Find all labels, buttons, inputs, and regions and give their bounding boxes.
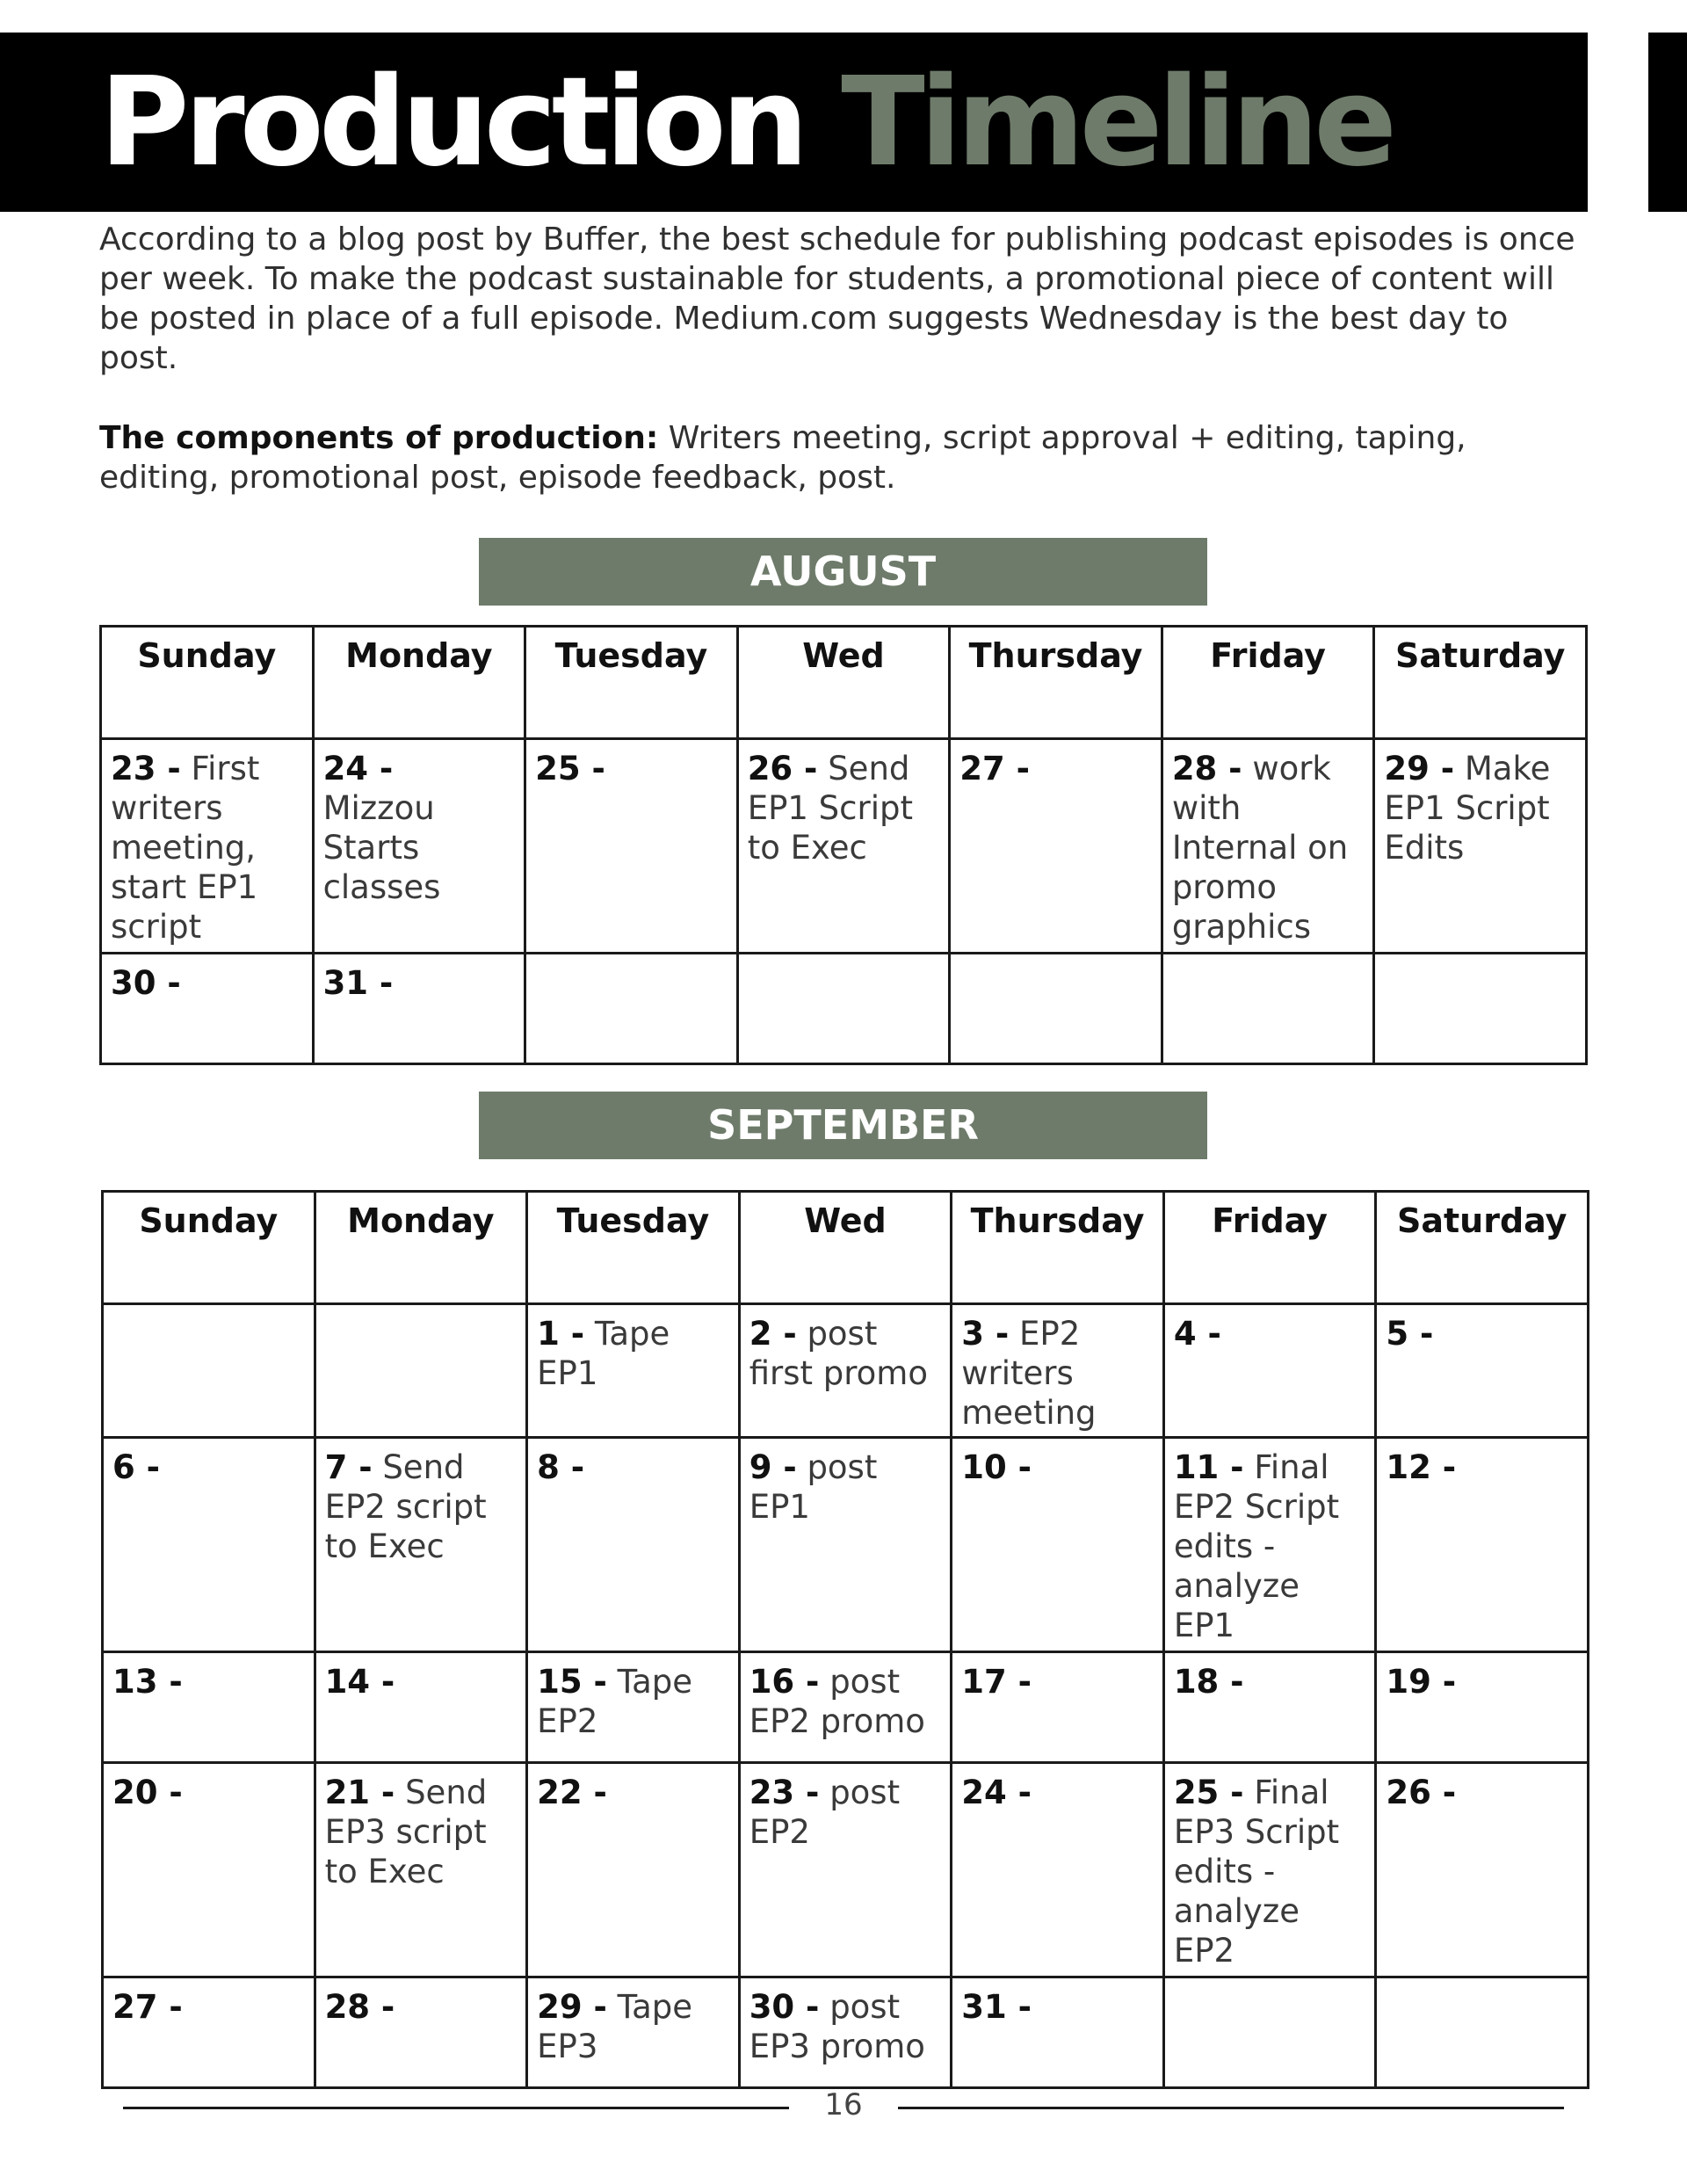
day-event: Tape EP2: [537, 1663, 693, 1740]
day-cell: [527, 1977, 740, 2088]
day-cell: [1374, 739, 1587, 954]
day-event: Send EP3 script to Exec: [324, 1774, 488, 1890]
day-number: 6 -: [112, 1448, 160, 1486]
day-number: 17 -: [961, 1663, 1032, 1701]
day-event: work with Internal on promo graphics: [1171, 750, 1349, 946]
day-number: 8 -: [537, 1448, 585, 1486]
day-event: post first promo: [749, 1315, 928, 1392]
week-row: [103, 1977, 1589, 2088]
day-number: 24 -: [322, 750, 394, 787]
day-event: post EP2: [749, 1774, 901, 1851]
day-number: 25 -: [1173, 1774, 1244, 1811]
day-cell: [313, 954, 525, 1064]
day-cell: [527, 1304, 740, 1438]
calendar-august: [99, 625, 1588, 1065]
day-cell: [1162, 739, 1374, 954]
day-header-thursday: Thursday: [950, 627, 1162, 739]
day-event: Tape EP1: [537, 1315, 670, 1392]
day-cell: [315, 1438, 527, 1652]
month-banner-september: SEPTEMBER: [479, 1092, 1207, 1159]
side-tab: [1648, 33, 1687, 212]
page-title: [99, 51, 1393, 194]
day-header-sunday: Sunday: [103, 1192, 315, 1304]
day-number: 2 -: [749, 1315, 797, 1353]
day-cell: [737, 954, 950, 1064]
day-cell: [315, 1977, 527, 2088]
day-number: 21 -: [324, 1774, 395, 1811]
day-header-row: [101, 627, 1587, 739]
day-number: 16 -: [749, 1663, 820, 1701]
day-cell: [739, 1652, 952, 1763]
day-number: 4 -: [1173, 1315, 1221, 1353]
day-header-tuesday: Tuesday: [525, 627, 738, 739]
intro-paragraph: According to a blog post by Buffer, the best schedule for publishing podcast episodes is once per week. To make the podcast sustainable for students, a promotional piece of content will be posted in place of a full episode. Medium.com suggests Wednesday is the best day to post.: [99, 221, 1575, 376]
day-cell: [315, 1652, 527, 1763]
month-banner-august: AUGUST: [479, 538, 1207, 606]
week-row: [101, 739, 1587, 954]
day-cell: [952, 1304, 1164, 1438]
day-event: post EP3 promo: [749, 1988, 925, 2065]
day-cell: [1163, 1763, 1376, 1977]
components-text: Writers meeting, script approval + editing, taping, editing, promotional post, episode feedback, post.: [99, 420, 1466, 496]
day-number: 26 -: [1386, 1774, 1457, 1811]
day-cell: [525, 954, 738, 1064]
day-number: 14 -: [324, 1663, 395, 1701]
day-header-saturday: Saturday: [1376, 1192, 1589, 1304]
day-number: 31 -: [322, 964, 394, 1002]
day-cell: [1163, 1977, 1376, 2088]
day-cell: [950, 739, 1162, 954]
day-number: 11 -: [1173, 1448, 1244, 1486]
day-cell: [527, 1763, 740, 1977]
week-row: [103, 1438, 1589, 1652]
day-number: 12 -: [1386, 1448, 1457, 1486]
day-cell: [103, 1304, 315, 1438]
day-cell: [739, 1438, 952, 1652]
day-cell: [103, 1652, 315, 1763]
day-header-friday: Friday: [1162, 627, 1374, 739]
day-number: 20 -: [112, 1774, 183, 1811]
footer-rule-right: [898, 2107, 1564, 2109]
day-number: 23 -: [749, 1774, 820, 1811]
day-number: 27 -: [112, 1988, 183, 2026]
day-number: 30 -: [749, 1988, 820, 2026]
day-event: Mizzou Starts classes: [322, 789, 441, 906]
day-cell: [315, 1304, 527, 1438]
day-cell: [1163, 1304, 1376, 1438]
day-number: 9 -: [749, 1448, 797, 1486]
day-header-wed: Wed: [737, 627, 950, 739]
day-cell: [527, 1652, 740, 1763]
day-number: 27 -: [959, 750, 1030, 787]
day-cell: [952, 1652, 1164, 1763]
day-cell: [1376, 1977, 1589, 2088]
day-cell: [739, 1763, 952, 1977]
day-number: 28 -: [324, 1988, 395, 2026]
day-cell: [313, 739, 525, 954]
day-header-saturday: Saturday: [1374, 627, 1587, 739]
day-header-row: [103, 1192, 1589, 1304]
day-event: post EP1: [749, 1448, 878, 1526]
day-cell: [315, 1763, 527, 1977]
day-event: Make EP1 Script Edits: [1384, 750, 1551, 867]
day-event: Final EP3 Script edits -analyze EP2: [1173, 1774, 1340, 1970]
day-cell: [101, 739, 314, 954]
day-cell: [527, 1438, 740, 1652]
day-cell: [103, 1438, 315, 1652]
week-row: [101, 954, 1587, 1064]
day-cell: [739, 1977, 952, 2088]
day-event: Send EP1 Script to Exec: [747, 750, 913, 867]
day-header-sunday: Sunday: [101, 627, 314, 739]
day-cell: [950, 954, 1162, 1064]
day-event: Tape EP3: [537, 1988, 693, 2065]
day-number: 26 -: [747, 750, 818, 787]
day-number: 29 -: [1384, 750, 1455, 787]
day-cell: [952, 1763, 1164, 1977]
day-header-wed: Wed: [739, 1192, 952, 1304]
day-cell: [1163, 1652, 1376, 1763]
day-header-monday: Monday: [313, 627, 525, 739]
day-cell: [1162, 954, 1374, 1064]
day-header-thursday: Thursday: [952, 1192, 1164, 1304]
day-cell: [1376, 1304, 1589, 1438]
day-number: 24 -: [961, 1774, 1032, 1811]
day-cell: [1374, 954, 1587, 1064]
week-row: [103, 1763, 1589, 1977]
day-cell: [1376, 1438, 1589, 1652]
day-event: Final EP2 Script edits -analyze EP1: [1173, 1448, 1340, 1644]
day-event: post EP2 promo: [749, 1663, 925, 1740]
day-event: Send EP2 script to Exec: [324, 1448, 487, 1565]
day-number: 3 -: [961, 1315, 1010, 1353]
title-word-production: Production: [99, 51, 804, 194]
week-row: [103, 1304, 1589, 1438]
day-number: 28 -: [1171, 750, 1242, 787]
calendar-september: [101, 1190, 1589, 2089]
day-number: 31 -: [961, 1988, 1032, 2026]
day-cell: [1376, 1652, 1589, 1763]
day-cell: [952, 1977, 1164, 2088]
footer-rule-left: [123, 2107, 789, 2109]
day-number: 25 -: [535, 750, 605, 787]
day-cell: [103, 1977, 315, 2088]
day-number: 19 -: [1386, 1663, 1457, 1701]
week-row: [103, 1652, 1589, 1763]
title-banner: [0, 33, 1588, 212]
day-number: 18 -: [1173, 1663, 1244, 1701]
day-number: 22 -: [537, 1774, 607, 1811]
day-header-friday: Friday: [1163, 1192, 1376, 1304]
day-number: 29 -: [537, 1988, 607, 2026]
day-cell: [737, 739, 950, 954]
day-header-monday: Monday: [315, 1192, 527, 1304]
day-cell: [101, 954, 314, 1064]
day-cell: [952, 1438, 1164, 1652]
day-number: 7 -: [324, 1448, 373, 1486]
day-number: 1 -: [537, 1315, 585, 1353]
title-word-timeline: Timeline: [841, 51, 1393, 194]
day-cell: [1163, 1438, 1376, 1652]
day-number: 15 -: [537, 1663, 607, 1701]
day-cell: [739, 1304, 952, 1438]
page-number: 16: [824, 2087, 863, 2122]
day-cell: [525, 739, 738, 954]
day-event: EP2 writers meeting: [961, 1315, 1097, 1432]
day-cell: [1376, 1763, 1589, 1977]
day-number: 5 -: [1386, 1315, 1434, 1353]
day-header-tuesday: Tuesday: [527, 1192, 740, 1304]
day-cell: [103, 1763, 315, 1977]
day-number: 23 -: [111, 750, 181, 787]
day-number: 30 -: [111, 964, 181, 1002]
components-label: The components of production:: [99, 420, 659, 456]
day-number: 10 -: [961, 1448, 1032, 1486]
day-event: First writers meeting, start EP1 script: [111, 750, 260, 946]
components-paragraph: [99, 418, 1593, 497]
day-number: 13 -: [112, 1663, 183, 1701]
